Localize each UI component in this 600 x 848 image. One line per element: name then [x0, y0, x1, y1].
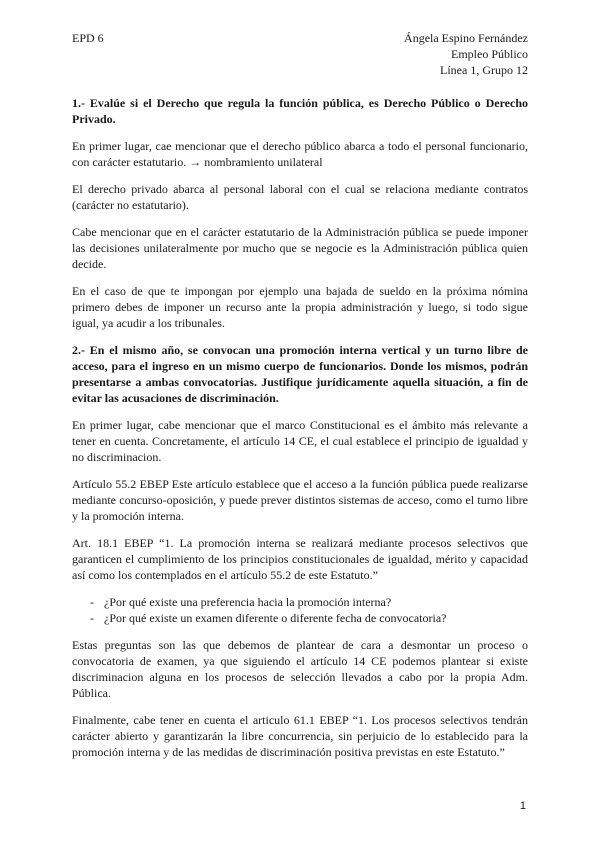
question-1-heading: 1.- Evalúe si el Derecho que regula la función pública, es Derecho Público o Derecho Privado.	[72, 96, 528, 126]
header-course-code: EPD 6	[72, 31, 104, 45]
paragraph: Estas preguntas son las que debemos de plantear de cara a desmontar un proceso o convocatoria de examen, ya que siguiendo el artículo 14 CE podemos plantear si existe discriminacion alguna en los procesos de selección llevados a cabo por la propia Adm. Pública.	[72, 638, 528, 700]
list-item	[90, 594, 528, 610]
dash-bullet: -	[90, 611, 94, 625]
paragraph: En el caso de que te impongan por ejemplo una bajada de sueldo en la próxima nómina primero debes de imponer un recurso ante la propia administración y luego, si todo sigue igual, ya acudir a los tribunales.	[72, 284, 528, 330]
paragraph: Art. 18.1 EBEP “1. La promoción interna se realizará mediante procesos selectivos que garanticen el cumplimiento de los principios constitucionales de igualdad, mérito y capacidad así como los contemplados en el artículo 55.2 de este Estatuto.”	[72, 536, 528, 582]
paragraph: Finalmente, cabe tener en cuenta el articulo 61.1 EBEP “1. Los procesos selectivos tendrán carácter abierto y garantizarán la libre concurrencia, sin perjuicio de lo establecido para la promoción interna y de las medidas de discriminación positiva previstas en este Estatuto.”	[72, 713, 528, 759]
paragraph: Artículo 55.2 EBEP Este artículo establece que el acceso a la función pública puede realizarse mediante concurso-oposición, y puede prever distintos sistemas de acceso, como el turno libre y la promoción interna.	[72, 477, 528, 523]
paragraph: En primer lugar, cae mencionar que el derecho público abarca a todo el personal funcionario, con carácter estatutario. → nombramiento unilateral	[72, 139, 528, 169]
list-item	[90, 610, 528, 626]
header-author-name: Ángela Espino Fernández	[404, 31, 528, 45]
header-author-block	[404, 30, 528, 78]
document-body	[72, 95, 528, 771]
question-list	[72, 594, 528, 626]
paragraph: El derecho privado abarca al personal laboral con el cual se relaciona mediante contratos (carácter no estatutario).	[72, 182, 528, 212]
header-subject: Empleo Público	[451, 47, 528, 61]
paragraph: En primer lugar, cabe mencionar que el marco Constitucional es el ámbito más relevante a tener en cuenta. Concretamente, el artículo 14 CE, el cual establece el principio de igualdad y no discriminacion.	[72, 418, 528, 464]
dash-bullet: -	[90, 595, 94, 609]
paragraph: Cabe mencionar que en el carácter estatutario de la Administración pública se puede imponer las decisiones unilateralmente por mucho que se negocie es la Administración pública quien decide.	[72, 225, 528, 271]
question-2-heading: 2.- En el mismo año, se convocan una promoción interna vertical y un turno libre de acceso, para el ingreso en un mismo cuerpo de funcionarios. Donde los mismos, podrán presentarse a ambas convocatorias. Justifique jurídicamente aquella situación, a fin de evitar las acusaciones de discriminación.	[72, 343, 528, 405]
list-item-text: ¿Por qué existe una preferencia hacia la promoción interna?	[104, 595, 392, 609]
page-number: 1	[519, 800, 526, 812]
header-group: Línea 1, Grupo 12	[440, 63, 528, 77]
list-item-text: ¿Por qué existe un examen diferente o diferente fecha de convocatoria?	[104, 611, 447, 625]
